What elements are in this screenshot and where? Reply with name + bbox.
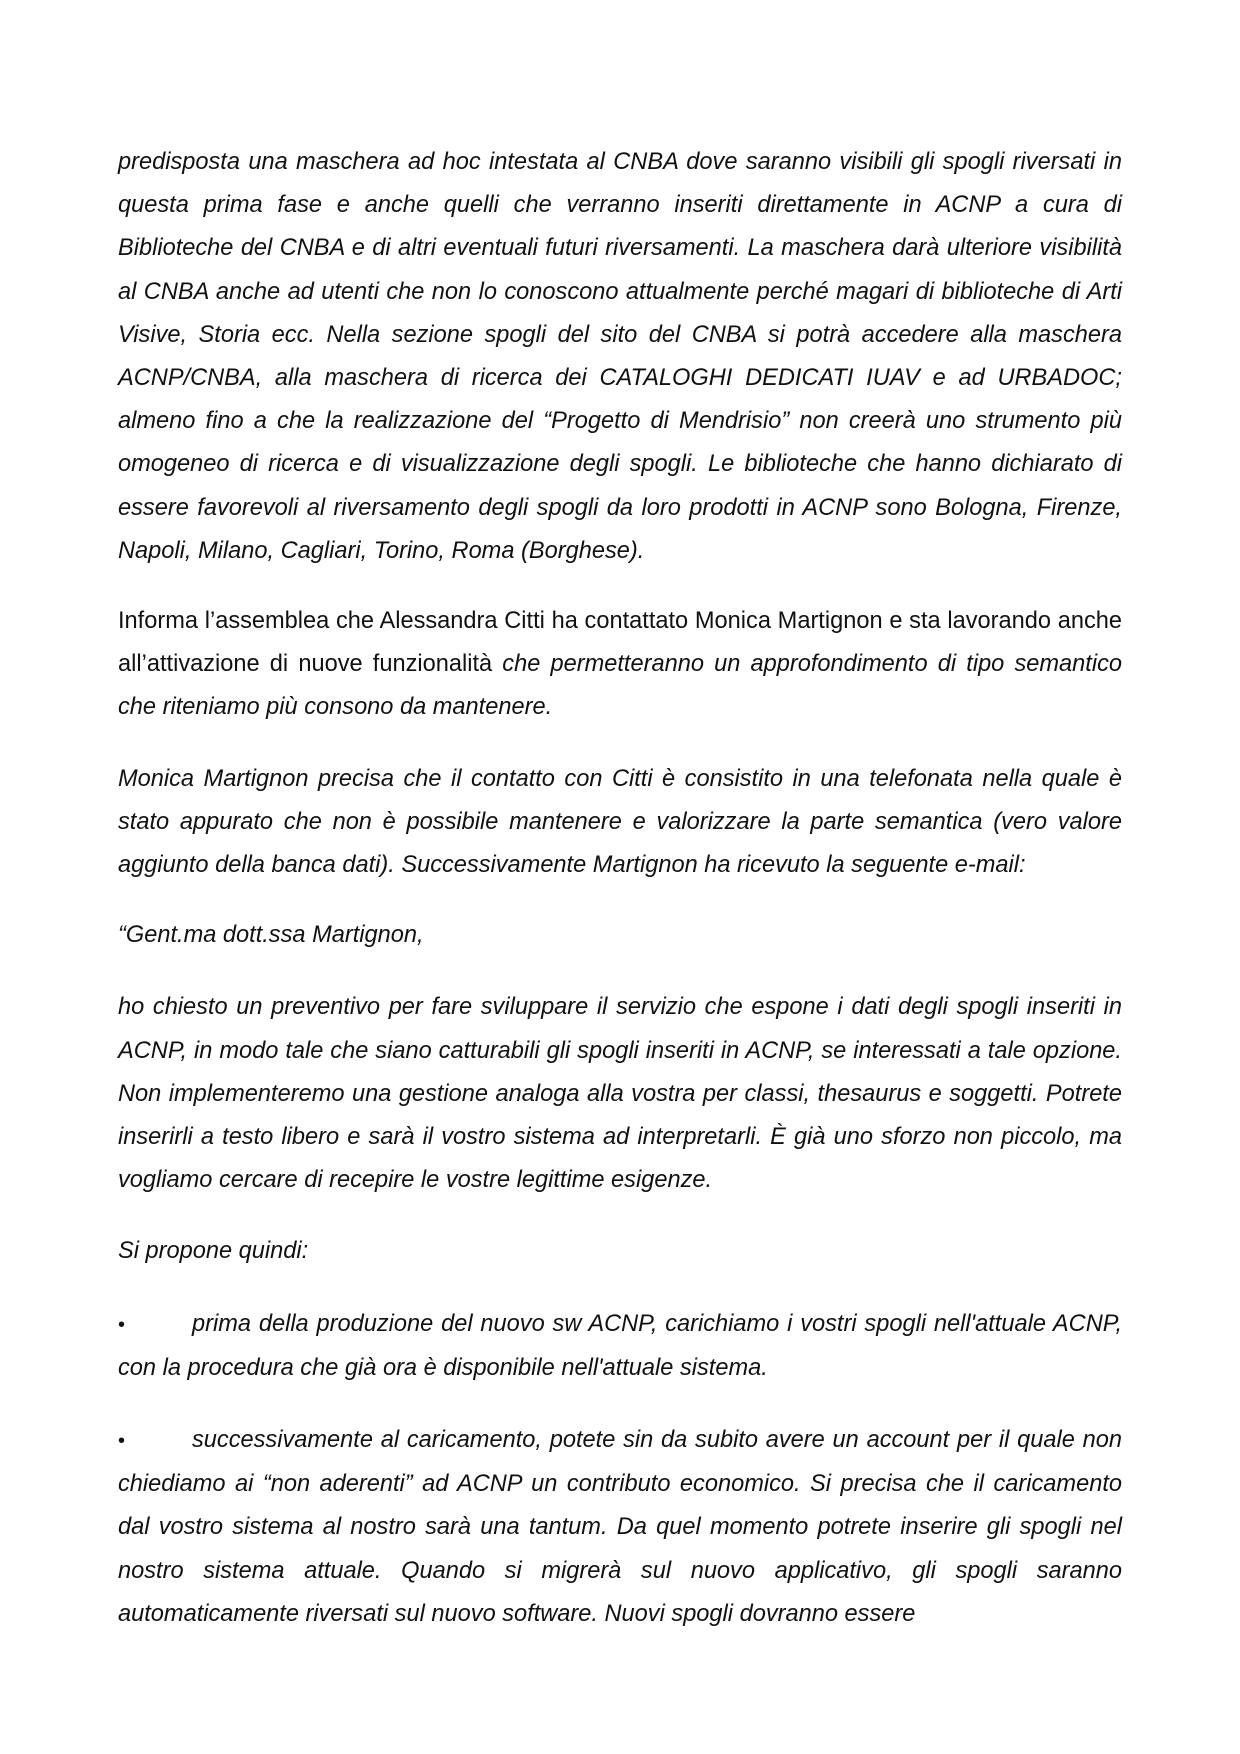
email-salutation: “Gent.ma dott.ssa Martignon, [118, 922, 424, 949]
list-item [118, 1303, 1122, 1390]
paragraph-martignon-contact: Monica Martignon precisa che il contatto con Citti è consistito in una telefonata nella quale è stato appurato che non è possibile mantenere e valorizzare la parte semantica (vero valore aggiunto della banca dati). Successivamente Martignon ha ricevuto la seguente e-mail: [118, 765, 1122, 879]
paragraph-assembly-info-italic: che permetteranno un approfondimento di tipo semantico che riteniamo più consono da mantenere. [118, 651, 1122, 721]
paragraph-assembly-info-normal: Informa l’assemblea che Alessandra Citti ha contattato Monica Martignon e sta lavorando anche all’attivazione di nuove funzionalità [118, 608, 1122, 678]
paragraph-assembly-info [118, 600, 1122, 730]
email-proposal-intro: Si propone quindi: [118, 1238, 309, 1265]
paragraph-cnba-mask: predisposta una maschera ad hoc intestata al CNBA dove saranno visibili gli spogli riversati in questa prima fase e anche quelli che verranno inseriti direttamente in ACNP a cura di Biblioteche del CNBA e di altri eventuali futuri riversamenti. La maschera darà ulteriore visibilità al CNBA anche ad utenti che non lo conoscono attualmente perché magari di biblioteche di Arti Visive, Storia ecc. Nella sezione spogli del sito del CNBA si potrà accedere alla maschera ACNP/CNBA, alla maschera di ricerca dei CATALOGHI DEDICATI IUAV e ad URBADOC; almeno fino a che la realizzazione del “Progetto di Mendrisio” non creerà uno strumento più omogeneo di ricerca e di visualizzazione degli spogli. Le biblioteche che hanno dichiarato di essere favorevoli al riversamento degli spogli da loro prodotti in ACNP sono Bologna, Firenze, Napoli, Milano, Cagliari, Torino, Roma (Borghese). [118, 149, 1122, 564]
page-body [118, 141, 1122, 1636]
bullet-icon: • [118, 1313, 126, 1336]
list-item-text: prima della produzione del nuovo sw ACNP, carichiamo i vostri spogli nell'attuale ACNP, con la procedura che già ora è disponibile nell'attuale sistema. [118, 1310, 1122, 1381]
bullet-icon: • [118, 1430, 126, 1453]
list-item-text: successivamente al caricamento, potete sin da subito avere un account per il quale non chiediamo ai “non aderenti” ad ACNP un contributo economico. Si precisa che il caricamento dal vostro sistema al nostro sarà una tantum. Da quel momento potrete inserire gli spogli nel nostro sistema attuale. Quando si migrerà sul nuovo applicativo, gli spogli saranno automaticamente riversati sul nuovo software. Nuovi spogli dovranno essere [118, 1427, 1122, 1627]
list-item [118, 1419, 1122, 1636]
email-body-paragraph: ho chiesto un preventivo per fare sviluppare il servizio che espone i dati degli spogli inseriti in ACNP, in modo tale che siano catturabili gli spogli inseriti in ACNP, se interessati a tale opzione. Non implementeremo una gestione analoga alla vostra per classi, thesaurus e soggetti. Potrete inserirli a testo libero e sarà il vostro sistema ad interpretarli. È già uno sforzo non piccolo, ma vogliamo cercare di recepire le vostre legittime esigenze. [118, 994, 1122, 1194]
